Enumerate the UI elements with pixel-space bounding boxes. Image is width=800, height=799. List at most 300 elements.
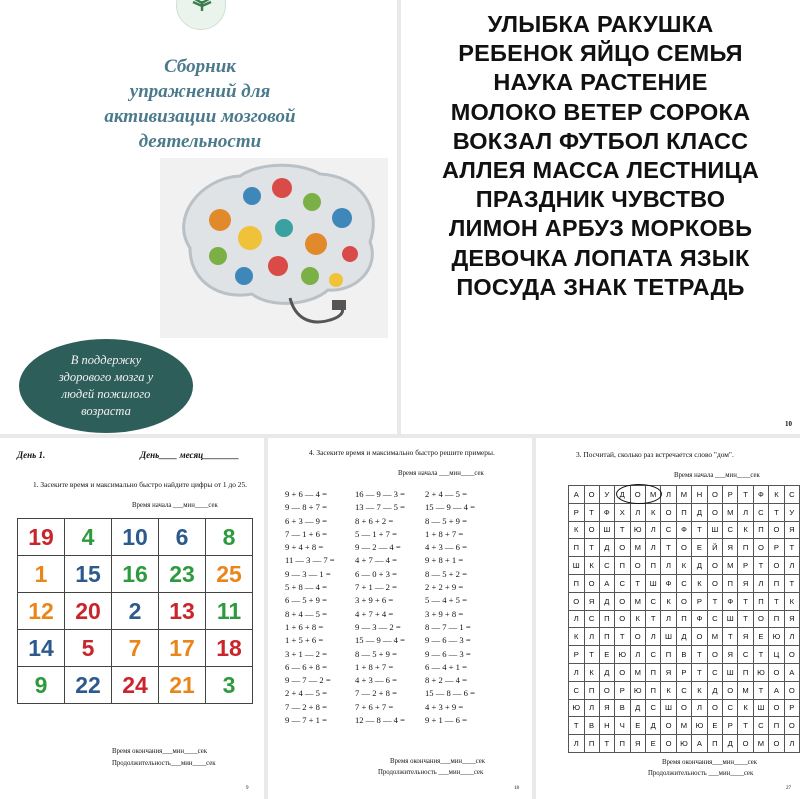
letter-cell: К: [738, 521, 753, 539]
letter-cell: Т: [569, 717, 585, 735]
math-example: 3 + 1 — 2 =: [285, 648, 327, 659]
letter-cell: Т: [769, 592, 785, 610]
math-example: 4 + 7 — 4 =: [355, 555, 397, 566]
letter-cell: Д: [599, 663, 614, 681]
letter-cell: Е: [692, 539, 708, 557]
cover-title: [40, 54, 360, 154]
letter-cell: В: [615, 699, 631, 717]
number-cell: 17: [159, 630, 206, 667]
letter-cell: О: [723, 681, 738, 699]
letter-cell: О: [753, 539, 769, 557]
letter-cell: Я: [784, 521, 799, 539]
letter-cell: О: [769, 699, 785, 717]
cover-title-line: активизации мозговой: [104, 106, 296, 127]
letter-cell: С: [676, 574, 692, 592]
numbers-row: [18, 593, 253, 630]
letter-cell: Ш: [661, 699, 676, 717]
math-example: 1 + 8 + 7 =: [425, 528, 464, 539]
word-line: АЛЛЕЯ МАССА ЛЕСТНИЦА: [441, 157, 760, 184]
letter-cell: О: [707, 486, 722, 504]
letter-cell: Т: [692, 521, 708, 539]
math-example: 8 + 2 — 4 =: [425, 675, 467, 686]
word-line: РЕБЕНОК ЯЙЦО СЕМЬЯ: [458, 40, 743, 67]
badge-line: В поддержку: [70, 353, 142, 367]
duration-label: Продолжительность ___мин____сек: [648, 770, 754, 777]
math-example: 8 — 5 + 9 =: [355, 648, 397, 659]
letter-cell: Ф: [661, 574, 676, 592]
math-example: 8 — 5 + 2 =: [425, 568, 467, 579]
page-number: 27: [786, 786, 791, 791]
letter-cell: Ю: [753, 663, 769, 681]
letter-cell: Л: [584, 699, 599, 717]
math-example: 9 — 2 — 4 =: [355, 542, 401, 553]
page-number: 9: [246, 786, 249, 791]
math-example: 5 — 1 + 7 =: [355, 528, 397, 539]
number-cell: 16: [112, 556, 159, 593]
letter-cell: Т: [784, 574, 799, 592]
letter-cell: О: [599, 681, 614, 699]
math-example: 5 + 8 — 4 =: [285, 582, 327, 593]
letter-cell: Х: [615, 503, 631, 521]
letter-cell: П: [584, 681, 599, 699]
letter-cell: П: [753, 521, 769, 539]
number-cell: 8: [206, 519, 253, 556]
letter-cell: С: [646, 699, 661, 717]
letter-row: [569, 610, 800, 628]
letter-cell: Л: [784, 628, 799, 646]
letter-cell: Р: [676, 663, 692, 681]
letter-cell: П: [738, 663, 753, 681]
letter-cell: Л: [692, 699, 708, 717]
letter-cell: Р: [723, 717, 738, 735]
letter-cell: Т: [630, 574, 646, 592]
letter-cell: О: [769, 557, 785, 575]
letter-cell: М: [646, 486, 661, 504]
number-cell: 22: [65, 667, 112, 704]
letter-cell: Т: [707, 592, 722, 610]
letter-cell: Л: [646, 628, 661, 646]
letter-cell: В: [676, 646, 692, 664]
math-example: 8 — 5 + 9 =: [425, 515, 467, 526]
letter-cell: П: [646, 681, 661, 699]
letter-cell: Я: [599, 699, 614, 717]
letter-row: [569, 574, 800, 592]
letter-cell: О: [630, 628, 646, 646]
letter-cell: О: [769, 663, 785, 681]
letter-cell: К: [584, 663, 599, 681]
letter-cell: А: [569, 486, 585, 504]
math-example: 9 + 8 + 1 =: [425, 555, 464, 566]
numbers-row: [18, 519, 253, 556]
letter-cell: Ф: [723, 592, 738, 610]
number-cell: 20: [65, 593, 112, 630]
letter-cell: Я: [584, 592, 599, 610]
tree-logo-icon: [176, 0, 226, 30]
letter-cell: П: [646, 663, 661, 681]
letter-cell: М: [676, 717, 692, 735]
letter-cell: Р: [569, 503, 585, 521]
letter-cell: С: [599, 557, 614, 575]
letter-cell: Л: [569, 735, 585, 753]
letter-cell: Д: [615, 486, 631, 504]
task-text: 3. Посчитай, сколько раз встречается слово "дом".: [576, 450, 734, 459]
letter-cell: Л: [661, 486, 676, 504]
math-example: 6 — 4 + 1 =: [425, 661, 467, 672]
letter-cell: Р: [692, 592, 708, 610]
math-example: 9 — 7 — 2 =: [285, 675, 331, 686]
letter-cell: Д: [646, 717, 661, 735]
letter-cell: Е: [599, 646, 614, 664]
letter-cell: Л: [661, 557, 676, 575]
letter-row: [569, 681, 800, 699]
letter-cell: П: [707, 735, 722, 753]
letter-cell: К: [769, 486, 785, 504]
math-example: 11 — 3 — 7 =: [285, 555, 335, 566]
math-example: 1 + 6 + 8 =: [285, 621, 324, 632]
letter-cell: С: [753, 717, 769, 735]
math-example: 6 — 6 + 8 =: [285, 661, 327, 672]
letter-cell: О: [707, 699, 722, 717]
number-cell: 3: [206, 667, 253, 704]
letter-cell: Ш: [661, 628, 676, 646]
letter-cell: С: [707, 663, 722, 681]
letter-cell: С: [646, 646, 661, 664]
brain-illustration: [160, 158, 388, 338]
letter-cell: Я: [784, 610, 799, 628]
letter-cell: Н: [599, 717, 614, 735]
math-example: 9 — 6 — 3 =: [425, 648, 471, 659]
letter-cell: Л: [738, 503, 753, 521]
word-line: УЛЫБКА РАКУШКА: [487, 11, 714, 37]
math-example: 7 + 1 — 2 =: [355, 582, 397, 593]
letter-cell: Т: [738, 486, 753, 504]
math-example: 1 + 5 + 6 =: [285, 635, 324, 646]
math-example: 4 + 3 — 6 =: [355, 675, 397, 686]
number-cell: 12: [18, 593, 65, 630]
letter-cell: Ю: [630, 681, 646, 699]
math-example: 9 — 7 + 1 =: [285, 715, 327, 726]
math-example: 12 — 8 — 4 =: [355, 715, 405, 726]
letter-cell: М: [723, 557, 738, 575]
letter-cell: Л: [784, 557, 799, 575]
math-example: 6 + 3 — 9 =: [285, 515, 327, 526]
letter-cell: Ш: [646, 574, 661, 592]
number-cell: 13: [159, 593, 206, 630]
end-time-label: Время окончания___мин____сек: [390, 758, 486, 765]
letter-cell: Ф: [676, 521, 692, 539]
letter-cell: Л: [569, 663, 585, 681]
duration-label: Продолжительность ___мин____сек: [378, 769, 484, 776]
letter-cell: П: [676, 503, 692, 521]
letter-cell: О: [784, 681, 799, 699]
letter-row: [569, 663, 800, 681]
cover-page: [0, 0, 397, 434]
math-example: 8 — 7 — 1 =: [425, 621, 471, 632]
math-example: 15 — 9 — 4 =: [425, 502, 475, 513]
end-time-label: Время окончания___мин____сек: [662, 759, 758, 766]
cover-title-line: Сборник: [164, 56, 236, 77]
math-example: 3 + 9 + 6 =: [355, 595, 394, 606]
letter-cell: П: [738, 539, 753, 557]
number-cell: 24: [112, 667, 159, 704]
letter-cell: К: [661, 681, 676, 699]
letter-cell: Т: [584, 646, 599, 664]
math-example: 9 — 6 — 3 =: [425, 635, 471, 646]
math-example: 5 — 4 + 5 =: [425, 595, 467, 606]
letter-table: [568, 485, 800, 753]
letter-cell: С: [569, 681, 585, 699]
letter-cell: Д: [707, 681, 722, 699]
letter-row: [569, 503, 800, 521]
end-time-label: Время окончания___мин____сек: [112, 748, 208, 755]
letter-cell: Т: [599, 735, 614, 753]
letter-cell: Ю: [569, 699, 585, 717]
letter-row: [569, 539, 800, 557]
letter-cell: Т: [615, 521, 631, 539]
letter-cell: Р: [723, 486, 738, 504]
letter-row: [569, 717, 800, 735]
letter-cell: К: [646, 503, 661, 521]
support-badge: [19, 339, 193, 433]
letter-cell: Ч: [615, 717, 631, 735]
letter-cell: Р: [738, 557, 753, 575]
letter-cell: П: [569, 574, 585, 592]
letter-cell: Т: [584, 503, 599, 521]
letter-cell: Т: [584, 539, 599, 557]
number-cell: 6: [159, 519, 206, 556]
math-example: 8 + 6 + 2 =: [355, 515, 394, 526]
numbers-table: [17, 518, 253, 704]
letter-cell: Т: [692, 646, 708, 664]
letter-cell: Й: [707, 539, 722, 557]
letter-cell: Т: [723, 628, 738, 646]
math-example: 7 + 6 + 7 =: [355, 701, 394, 712]
letter-cell: К: [661, 592, 676, 610]
letter-cell: О: [584, 486, 599, 504]
start-time-label: Время начала ___мин____сек: [132, 502, 218, 509]
letter-cell: К: [676, 557, 692, 575]
letter-cell: Ш: [707, 521, 722, 539]
letter-cell: О: [661, 735, 676, 753]
letter-row: [569, 735, 800, 753]
letter-cell: К: [630, 610, 646, 628]
letter-row: [569, 486, 800, 504]
letter-cell: О: [584, 521, 599, 539]
math-example: 16 — 9 — 3 =: [355, 489, 405, 499]
letter-cell: Ш: [723, 610, 738, 628]
letter-cell: П: [769, 574, 785, 592]
numbers-row: [18, 556, 253, 593]
letter-cell: М: [753, 735, 769, 753]
letter-cell: О: [630, 486, 646, 504]
letter-cell: О: [769, 521, 785, 539]
letter-cell: Е: [753, 628, 769, 646]
letter-cell: Ш: [753, 699, 769, 717]
letter-cell: У: [784, 503, 799, 521]
letter-cell: Л: [630, 503, 646, 521]
start-time-label: Время начала ___мин____сек: [674, 472, 760, 479]
letter-cell: О: [569, 592, 585, 610]
letter-grid-page: [536, 438, 800, 799]
letter-cell: О: [661, 717, 676, 735]
letter-cell: А: [784, 663, 799, 681]
letter-cell: Е: [630, 717, 646, 735]
number-cell: 11: [206, 593, 253, 630]
letter-cell: Е: [646, 735, 661, 753]
number-cell: 18: [206, 630, 253, 667]
letter-cell: Т: [769, 503, 785, 521]
letter-cell: П: [599, 628, 614, 646]
letter-cell: О: [707, 557, 722, 575]
letter-cell: Т: [692, 663, 708, 681]
number-cell: 19: [18, 519, 65, 556]
number-cell: 9: [18, 667, 65, 704]
letter-cell: Ю: [769, 628, 785, 646]
letter-cell: С: [661, 521, 676, 539]
letter-row: [569, 557, 800, 575]
start-time-label: Время начала ___мин____сек: [398, 470, 484, 477]
letter-cell: П: [661, 646, 676, 664]
date-label: День____ месяц________: [140, 450, 240, 460]
letter-cell: О: [676, 539, 692, 557]
letter-cell: А: [599, 574, 614, 592]
letter-cell: О: [661, 503, 676, 521]
letter-cell: Е: [707, 717, 722, 735]
letter-cell: Д: [676, 628, 692, 646]
letter-cell: П: [615, 557, 631, 575]
letter-cell: К: [692, 574, 708, 592]
word-list: [409, 10, 792, 302]
letter-cell: О: [707, 574, 722, 592]
math-example: 7 — 2 + 8 =: [285, 701, 327, 712]
letter-cell: С: [723, 699, 738, 717]
task-text: 1. Засеките время и максимально быстро найдите цифры от 1 до 25.: [33, 480, 247, 489]
letter-cell: П: [753, 592, 769, 610]
math-example: 7 — 2 + 8 =: [355, 688, 397, 699]
letter-cell: С: [723, 521, 738, 539]
letter-row: [569, 592, 800, 610]
math-example: 9 + 1 — 6 =: [425, 715, 467, 726]
letter-cell: М: [676, 486, 692, 504]
letter-cell: Т: [784, 539, 799, 557]
math-example: 6 — 0 + 3 =: [355, 568, 397, 579]
letter-cell: Р: [769, 539, 785, 557]
letter-cell: Д: [692, 557, 708, 575]
letter-cell: П: [646, 557, 661, 575]
letter-cell: Д: [630, 699, 646, 717]
math-example: 9 + 6 — 4 =: [285, 489, 327, 499]
letter-cell: Д: [692, 503, 708, 521]
letter-cell: Т: [661, 539, 676, 557]
letter-cell: М: [723, 503, 738, 521]
letter-cell: Ю: [630, 521, 646, 539]
letter-cell: Т: [753, 681, 769, 699]
math-example: 9 — 8 + 7 =: [285, 502, 327, 513]
math-example: 4 + 3 — 6 =: [425, 542, 467, 553]
letter-cell: А: [692, 735, 708, 753]
badge-line: здорового мозга у: [58, 370, 154, 384]
letter-cell: О: [615, 592, 631, 610]
number-cell: 21: [159, 667, 206, 704]
letter-cell: Ц: [769, 646, 785, 664]
letter-cell: О: [707, 503, 722, 521]
letter-cell: Ф: [599, 503, 614, 521]
letter-cell: С: [707, 610, 722, 628]
letter-cell: С: [615, 574, 631, 592]
letter-cell: Я: [738, 574, 753, 592]
letter-cell: О: [753, 610, 769, 628]
letter-cell: М: [738, 681, 753, 699]
number-cell: 7: [112, 630, 159, 667]
letter-cell: Л: [569, 610, 585, 628]
letter-cell: П: [584, 735, 599, 753]
letter-cell: П: [769, 610, 785, 628]
letter-cell: С: [646, 592, 661, 610]
letter-cell: Я: [723, 646, 738, 664]
math-example: 4 + 3 + 9 =: [425, 701, 464, 712]
letter-cell: М: [630, 539, 646, 557]
letter-cell: К: [569, 628, 585, 646]
letter-cell: Л: [784, 735, 799, 753]
letter-cell: Ш: [599, 521, 614, 539]
cover-title-line: деятельности: [138, 131, 262, 152]
math-example: 9 — 3 — 1 =: [285, 568, 331, 579]
letter-cell: Т: [753, 557, 769, 575]
letter-cell: Л: [630, 646, 646, 664]
letter-cell: О: [784, 646, 799, 664]
number-cell: 23: [159, 556, 206, 593]
letter-cell: В: [584, 717, 599, 735]
letter-cell: П: [723, 574, 738, 592]
letter-cell: Л: [753, 574, 769, 592]
day-page: [0, 438, 264, 799]
letter-cell: О: [692, 628, 708, 646]
math-example: 3 + 9 + 8 =: [425, 608, 464, 619]
letter-cell: Д: [599, 539, 614, 557]
word-line: ДЕВОЧКА ЛОПАТА ЯЗЫК: [451, 244, 750, 271]
letter-row: [569, 628, 800, 646]
letter-cell: О: [584, 574, 599, 592]
number-cell: 25: [206, 556, 253, 593]
letter-cell: С: [584, 610, 599, 628]
letter-cell: М: [630, 592, 646, 610]
math-example: 9 + 4 + 8 =: [285, 542, 324, 553]
letter-cell: М: [630, 663, 646, 681]
number-cell: 10: [112, 519, 159, 556]
letter-cell: О: [707, 646, 722, 664]
letter-cell: Я: [738, 628, 753, 646]
letter-cell: А: [769, 681, 785, 699]
word-line: ПОСУДА ЗНАК ТЕТРАДЬ: [456, 273, 745, 300]
day-label: День 1.: [17, 450, 46, 460]
letter-cell: О: [676, 592, 692, 610]
letter-cell: Ю: [676, 735, 692, 753]
letter-cell: Я: [723, 539, 738, 557]
letter-cell: Ю: [615, 646, 631, 664]
number-cell: 2: [112, 593, 159, 630]
math-example: 6 — 5 + 9 =: [285, 595, 327, 606]
letter-cell: Р: [615, 681, 631, 699]
letter-cell: П: [615, 735, 631, 753]
letter-cell: Т: [738, 717, 753, 735]
letter-cell: О: [738, 735, 753, 753]
letter-cell: О: [676, 699, 692, 717]
letter-cell: К: [784, 592, 799, 610]
numbers-row: [18, 667, 253, 704]
letter-cell: Н: [692, 486, 708, 504]
highlight-oval: [616, 484, 662, 504]
letter-cell: О: [769, 735, 785, 753]
